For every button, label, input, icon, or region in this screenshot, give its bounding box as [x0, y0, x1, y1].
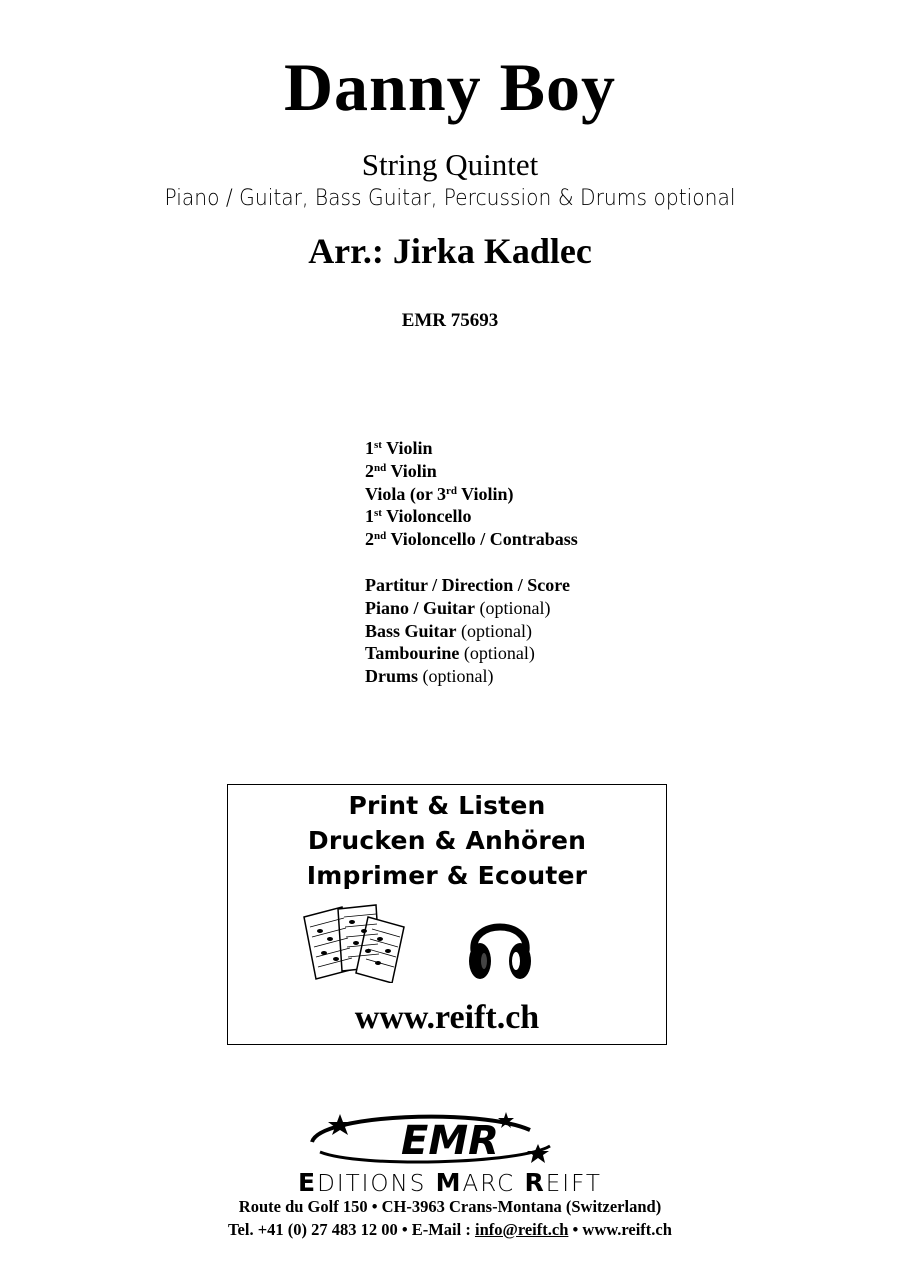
string-parts-list — [365, 437, 578, 551]
arranger-credit: Arr.: Jirka Kadlec — [308, 231, 592, 271]
emr-logo — [300, 1108, 600, 1168]
part-item: Drums (optional) — [365, 666, 494, 687]
part-item: Bass Guitar (optional) — [365, 620, 532, 641]
sheet-music-icon — [298, 903, 410, 983]
promo-line-german: Drucken & Anhören — [307, 826, 587, 855]
print-listen-box — [227, 784, 667, 1045]
part-item: Piano / Guitar (optional) — [365, 597, 551, 618]
promo-website-link[interactable]: www.reift.ch — [354, 999, 540, 1036]
part-item: 1st Violoncello — [365, 506, 472, 527]
website-text: • www.reift.ch — [568, 1220, 672, 1239]
publisher-contact: Tel. +41 (0) 27 483 12 00 • E-Mail : info@reift.ch • www.reift.ch — [228, 1220, 672, 1239]
score-title: Danny Boy — [283, 49, 617, 125]
catalog-number: EMR 75693 — [401, 310, 499, 331]
part-item: 2nd Violoncello / Contrabass — [365, 529, 578, 550]
publisher-address: Route du Golf 150 • CH-3963 Crans-Montana (Switzerland) — [238, 1197, 662, 1216]
part-item: Partitur / Direction / Score — [365, 575, 570, 595]
score-subtitle: String Quintet — [361, 147, 539, 182]
part-item: Tambourine (optional) — [365, 643, 535, 664]
promo-line-french: Imprimer & Ecouter — [306, 861, 588, 890]
part-item: 1st Violin — [365, 438, 433, 458]
other-parts-list — [365, 574, 570, 688]
headphones-icon — [464, 907, 536, 985]
part-item: 2nd Violin — [365, 460, 437, 481]
instrumentation-line: Piano / Guitar, Bass Guitar, Percussion & Drums optional — [164, 186, 736, 211]
emr-logo-text: EMR — [401, 1118, 499, 1164]
publisher-name: EDITIONS MARC REIFT — [298, 1168, 602, 1197]
email-link[interactable]: info@reift.ch — [474, 1220, 569, 1239]
promo-line-english: Print & Listen — [348, 791, 546, 820]
part-item: Viola (or 3rd Violin) — [365, 483, 514, 504]
